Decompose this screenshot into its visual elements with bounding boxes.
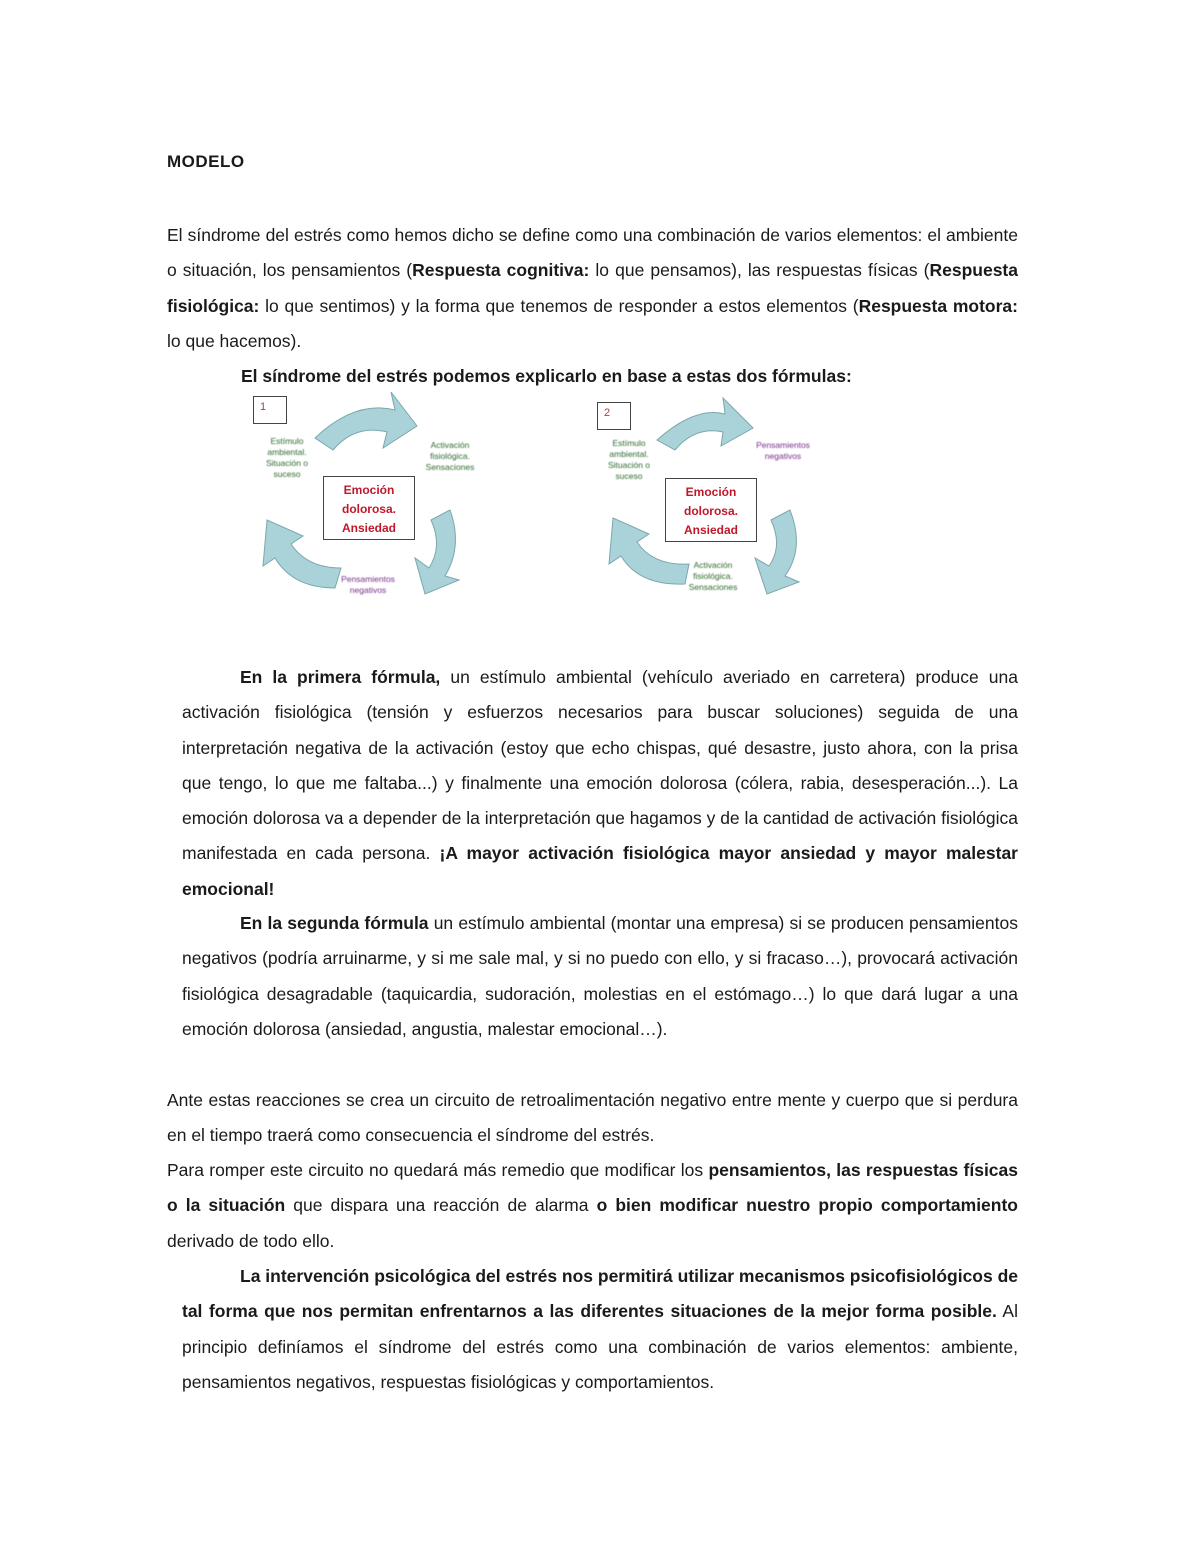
formulas-title: El síndrome del estrés podemos explicarlo en base a estas dos fórmulas: bbox=[241, 366, 852, 386]
intro-bold-1: Respuesta cognitiva: bbox=[412, 260, 590, 281]
label-physiological-activation: Activación fisiológica. Sensaciones bbox=[688, 560, 738, 592]
break-circuit-paragraph bbox=[167, 1153, 1018, 1259]
cycle-diagram-1 bbox=[245, 388, 515, 608]
break-text-3: derivado de todo ello. bbox=[167, 1230, 335, 1251]
label-negative-thoughts: Pensamientos negativos bbox=[756, 440, 810, 461]
break-text-2: que dispara una reacción de alarma bbox=[285, 1195, 597, 1216]
cycle-arrow-top bbox=[657, 398, 753, 450]
intro-text-3: lo que sentimos) y la forma que tenemos de responder a estos elementos ( bbox=[259, 295, 859, 316]
cycle-diagram-2 bbox=[585, 388, 855, 608]
first-formula-conclusion: ¡A mayor activación fisiológica mayor ansiedad y mayor malestar emocional! bbox=[182, 843, 1018, 899]
first-formula-paragraph bbox=[182, 660, 1018, 907]
diagram-number-box: 1 bbox=[253, 396, 287, 424]
intro-bold-2: Respuesta fisiológica: bbox=[167, 260, 1018, 316]
intro-text-4: lo que hacemos). bbox=[167, 330, 302, 351]
second-formula-bold: En la segunda fórmula bbox=[240, 913, 429, 933]
diagram-number-box: 2 bbox=[597, 402, 631, 430]
label-environmental-stimulus: Estímulo ambiental. Situación o suceso bbox=[265, 436, 309, 479]
intro-bold-3: Respuesta motora: bbox=[858, 295, 1018, 316]
feedback-paragraph: Ante estas reacciones se crea un circuito de retroalimentación negativo entre mente y cuerpo que si perdura en el tiempo traerá como consecuencia el síndrome del estrés. bbox=[167, 1090, 1018, 1146]
break-bold-2: o bien modificar nuestro propio comportamiento bbox=[596, 1195, 1018, 1216]
center-emotion-box: Emoción dolorosa. Ansiedad bbox=[323, 476, 415, 540]
center-emotion-box: Emoción dolorosa. Ansiedad bbox=[665, 478, 757, 542]
second-formula-paragraph bbox=[182, 906, 1018, 1047]
cycle-arrow-right bbox=[755, 510, 799, 594]
cycle-arrow-top bbox=[315, 392, 417, 450]
first-formula-text: un estímulo ambiental (vehículo averiado en carretera) produce una activación fisiológica (tensión y esfuerzos necesarios para buscar soluciones) seguida de una interpretación negativa de la activación (estoy que echo chispas, qué desastre, justo ahora, con la prisa que tengo, lo que me faltaba...) y finalmente una emoción dolorosa (cólera, rabia, desesperación...). La emoción dolorosa va a depender de la interpretación que hagamos y de la cantidad de activación fisiológica manifestada en cada persona. bbox=[182, 667, 1018, 864]
intro-paragraph bbox=[167, 218, 1018, 359]
intro-text-1: El síndrome del estrés como hemos dicho se define como una combinación de varios elementos: el ambiente o situación, los pensamientos ( bbox=[167, 225, 1018, 281]
label-negative-thoughts: Pensamientos negativos bbox=[341, 574, 395, 595]
intervention-paragraph bbox=[182, 1259, 1018, 1400]
page-heading: MODELO bbox=[167, 152, 245, 171]
intervention-text: Al principio definíamos el síndrome del estrés como una combinación de varios elementos: ambiente, pensamientos negativos, respuestas fisiológicas y comportamientos. bbox=[182, 1301, 1018, 1392]
second-formula-text: un estímulo ambiental (montar una empresa) si se producen pensamientos negativos (podría arruinarme, y si me sale mal, y si no puedo con ello, y si fracaso…), provocará activación fisiológica desagradable (taquicardia, sudoración, molestias en el estómago…) lo que dará lugar a una emoción dolorosa (ansiedad, angustia, malestar emocional…). bbox=[182, 913, 1018, 1039]
cycle-arrow-right bbox=[415, 510, 459, 594]
break-text-1: Para romper este circuito no quedará más remedio que modificar los bbox=[167, 1160, 709, 1180]
intervention-bold: La intervención psicológica del estrés nos permitirá utilizar mecanismos psicofisiológicos de tal forma que nos permitan enfrentarnos a las diferentes situaciones de la mejor forma posible. bbox=[182, 1266, 1019, 1322]
break-bold-1: pensamientos, las respuestas físicas o la situación bbox=[167, 1160, 1019, 1216]
label-physiological-activation: Activación fisiológica. Sensaciones bbox=[425, 440, 475, 472]
first-formula-bold: En la primera fórmula, bbox=[240, 667, 441, 687]
intro-text-2: lo que pensamos), las respuestas físicas ( bbox=[589, 260, 930, 281]
label-environmental-stimulus: Estímulo ambiental. Situación o suceso bbox=[607, 438, 651, 481]
